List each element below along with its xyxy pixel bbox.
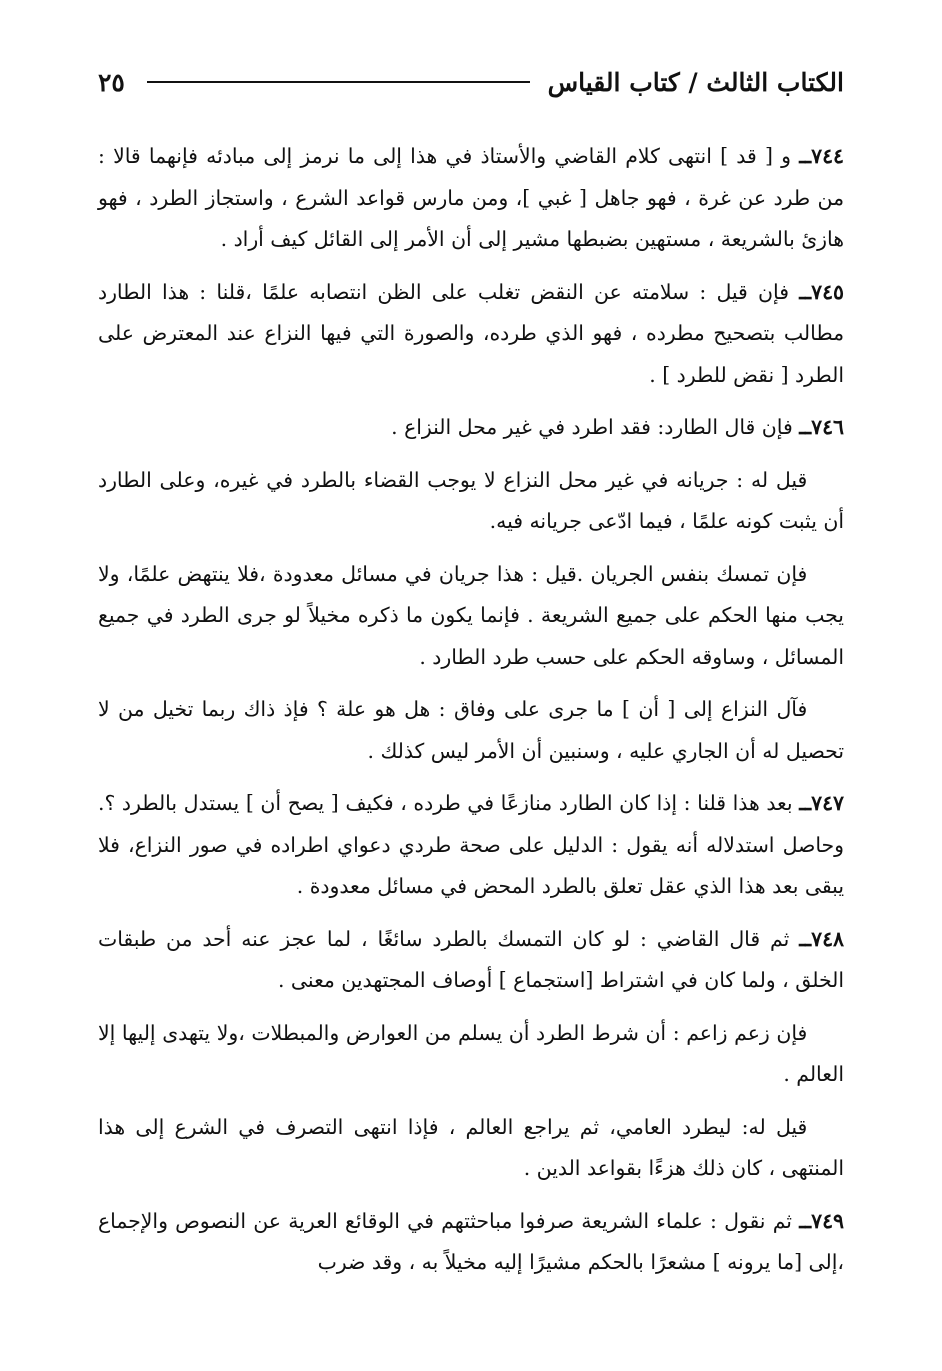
paragraph-text: بعد هذا قلنا : إذا كان الطارد منازعًا في طرده ، فكيف [ يصح أن ] يستدل بالطرد ؟. وحاصل استدلاله أنه يقول : الدليل على صحة طردي دعواي اطراده في صور النزاع، فلا يبقى بعد هذا الذي عقل تعلق بالطرد المحض في مسائل معدودة . [98,791,844,898]
paragraph [98,1013,844,1096]
page-number: ٢٥ [98,67,125,97]
paragraph [98,689,844,772]
paragraph [98,136,844,261]
paragraph [98,783,844,908]
paragraph [98,919,844,1002]
page-header [98,58,844,106]
paragraph-text: ثم قال القاضي : لو كان التمسك بالطرد سائغًا ، لما عجز عنه أحد من طبقات الخلق ، ولما كان في اشتراط [استجماع ] أوصاف المجتهدين معنى . [98,926,844,992]
paragraph-text: قيل له: ليطرد العامي، ثم يراجع العالم ، فإذا انتهى التصرف في الشرع إلى هذا المنتهى ، كان ذلك هزءًا بقواعد الدين . [98,1114,844,1180]
paragraph [98,407,844,449]
paragraph [98,460,844,543]
paragraph-number: ٧٤٨ [811,926,844,951]
paragraph [98,554,844,679]
paragraph-text: فإن قيل : سلامته عن النقض تغلب على الظن انتصابه علمًا ،قلنا : هذا الطارد مطالب بتصحيح مطرده ، فهو الذي طرده، والصورة التي فيها النزاع عند المعترض على الطرد [ نقض للطرد ] . [98,279,844,387]
paragraph-text: فإن تمسك بنفس الجريان .قيل : هذا جريان في مسائل معدودة ،فلا ينتهض علمًا، ولا يجب منها الحكم على جميع الشريعة . فإنما يكون ما ذكره مخيلاً لو جرى الطرد في جميع المسائل ، وساوقه الحكم على حسب طرد الطارد . [98,561,844,669]
header-rule [147,81,530,83]
paragraph-text: قيل له : جريانه في غير محل النزاع لا يوجب القضاء بالطرد في غيره، وعلى الطارد أن يثبت كونه علمًا ، فيما ادّعى جريانه فيه. [98,467,844,533]
paragraph-text: ثم نقول : علماء الشريعة صرفوا مباحثتهم في الوقائع العرية عن النصوص والإجماع ،إلى [ما يرونه ] مشعرًا بالحكم مشيرًا إليه مخيلاً به ، وقد ضرب [98,1208,844,1274]
paragraph [98,1107,844,1190]
paragraph-dash: ــ [799,1208,812,1233]
paragraph-number: ٧٤٩ [811,1208,845,1233]
paragraph [98,1201,844,1284]
paragraph-dash: ــ [799,279,812,304]
paragraph-number: ٧٤٧ [811,791,844,815]
paragraph-number: ٧٤٤ [811,144,844,168]
paragraph-dash: ــ [799,144,812,168]
paragraph-text: فإن قال الطارد: فقد اطرد في غير محل النزاع . [391,415,793,439]
paragraph-text: و [ قد ] انتهى كلام القاضي والأستاذ في هذا إلى ما نرمز إلى مبادئه فإنهما قالا : من طرد عن غرة ، فهو جاهل [ غبي ]، ومن مارس قواعد الشرع ، واستجاز الطرد ، فهو هازئ بالشريعة ، مستهين بضبطها مشير إلى أن الأمر إلى القائل كيف أراد . [98,144,844,251]
body-text [98,136,844,1295]
paragraph-text: فإن زعم زاعم : أن شرط الطرد أن يسلم من العوارض والمبطلات ،ولا يتهدى إليها إلا العالم . [98,1020,844,1086]
paragraph-text: فآل النزاع إلى [ أن ] ما جرى على وفاق : هل هو علة ؟ فإذ ذاك ربما تخيل من لا تحصيل له أن الجاري عليه ، وسنبين أن الأمر ليس كذلك . [98,697,844,763]
paragraph-dash: ــ [799,926,812,951]
paragraph-dash: ــ [799,791,812,815]
paragraph-dash: ــ [799,415,812,439]
paragraph-number: ٧٤٦ [811,415,844,439]
paragraph [98,272,844,397]
paragraph-number: ٧٤٥ [811,279,844,304]
running-title: الكتاب الثالث / كتاب القياس [547,67,844,97]
